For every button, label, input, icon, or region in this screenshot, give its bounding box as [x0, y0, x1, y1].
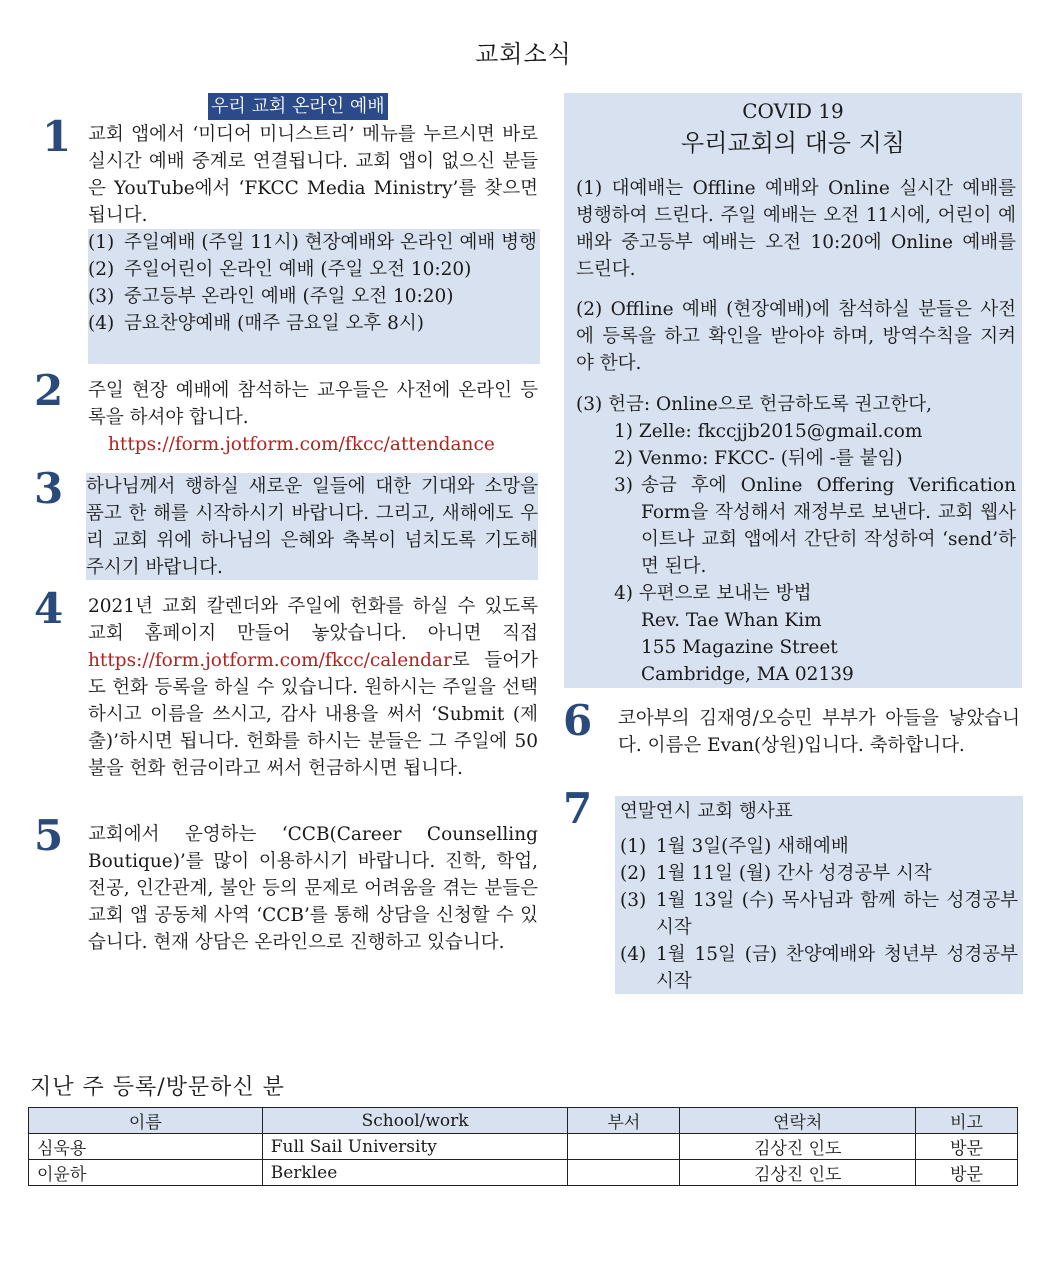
section-number-1: 1 — [42, 112, 72, 161]
section-number-7: 7 — [563, 784, 593, 833]
table-cell — [568, 1134, 680, 1160]
table-cell: 이윤하 — [29, 1160, 263, 1186]
section-7-heading: 연말연시 교회 행사표 — [620, 801, 793, 822]
column-header: 비고 — [916, 1108, 1018, 1134]
list-item-text: 1월 13일 (수) 목사님과 함께 하는 성경공부 시작 — [656, 890, 1018, 938]
covid-title: COVID 19 — [742, 99, 844, 123]
list-item-text: 1월 3일(주일) 새해예배 — [656, 836, 849, 857]
covid-paragraph-2: (2) Offline 예배 (현장예배)에 참석하실 분들은 사전에 등록을 하고 확인을 받아야 하며, 방역수칙을 지켜야 한다. — [576, 299, 1016, 374]
covid-venmo: 2) Venmo: FKCC- (뒤에 -를 붙임) — [614, 448, 903, 469]
address-line-2: 155 Magazine Street — [641, 637, 838, 658]
address-line-3: Cambridge, MA 02139 — [641, 664, 854, 685]
column-header: 이름 — [29, 1108, 263, 1134]
list-item-text: 주일어린이 온라인 예배 (주일 오전 10:20) — [124, 259, 472, 280]
column-header: 연락처 — [680, 1108, 916, 1134]
column-header: School/work — [262, 1108, 568, 1134]
covid-item-3-number: 3) — [614, 475, 633, 496]
list-item — [620, 833, 1018, 860]
section-1-body: 교회 앱에서 ‘미디어 미니스트리’ 메뉴를 누르시면 바로 실시간 예배 중계로 연결됩니다. 교회 앱이 없으신 분들은 YouTube에서 ‘FKCC Media Ministry’를 찾으면 됩니다. — [88, 124, 538, 226]
list-item-text: 중고등부 온라인 예배 (주일 오전 10:20) — [124, 286, 454, 307]
section-number-2: 2 — [34, 366, 64, 415]
table-cell: 방문 — [916, 1160, 1018, 1186]
table-row — [29, 1134, 1018, 1160]
section-number-6: 6 — [563, 696, 593, 745]
table-cell: 방문 — [916, 1134, 1018, 1160]
covid-zelle: 1) Zelle: fkccjjb2015@gmail.com — [614, 421, 923, 442]
list-item — [620, 941, 1018, 995]
list-item-number: (3) — [88, 286, 115, 307]
list-item — [620, 860, 1018, 887]
table-header-row — [29, 1108, 1018, 1134]
list-item-text: 금요찬양예배 (매주 금요일 오후 8시) — [124, 313, 424, 334]
page-title: 교회소식 — [475, 40, 572, 68]
covid-item-3-text: 송금 후에 Online Offering Verification Form을 작성해서 재정부로 보낸다. 교회 웹사이트나 교회 앱에서 간단히 작성하여 ‘send’하면 된다. — [641, 475, 1016, 577]
address-line-1: Rev. Tae Whan Kim — [641, 610, 822, 631]
column-header: 부서 — [568, 1108, 680, 1134]
list-item — [620, 887, 1018, 941]
section-number-5: 5 — [34, 811, 64, 860]
section-1-list — [88, 229, 540, 364]
covid-mail-method: 4) 우편으로 보내는 방법 — [614, 583, 812, 604]
table-row — [29, 1160, 1018, 1186]
list-item — [88, 283, 540, 310]
registration-title: 지난 주 등록/방문하신 분 — [30, 1075, 285, 1100]
section-4-text-after: 로 들어가도 헌화 등록을 하실 수 있습니다. 원하시는 주일을 선택하시고 이름을 쓰시고, 감사 내용을 써서 ‘Submit (제출)’하시면 됩니다. 헌화를 하시는 분들은 그 주일에 50불을 헌화 헌금이라고 써서 헌금하시면 됩니다. — [88, 650, 538, 779]
list-item — [88, 256, 540, 283]
table-cell — [568, 1160, 680, 1186]
table-cell: Berklee — [262, 1160, 568, 1186]
list-item-number: (4) — [88, 313, 115, 334]
section-1-heading: 우리 교회 온라인 예배 — [208, 93, 388, 120]
section-4-body — [88, 593, 538, 782]
list-item — [88, 310, 540, 337]
section-6-body: 코아부의 김재영/오승민 부부가 아들을 낳았습니다. 이름은 Evan(상원)입니다. 축하합니다. — [618, 708, 1020, 756]
list-item-text: 1월 15일 (금) 찬양예배와 청년부 성경공부 시작 — [656, 944, 1018, 992]
list-item-number: (2) — [88, 259, 115, 280]
section-3-body: 하나님께서 행하실 새로운 일들에 대한 기대와 소망을 품고 한 해를 시작하시기 바랍니다. 그리고, 새해에도 우리 교회 위에 하나님의 은혜와 축복이 넘치도록 기도해 주시기 바랍니다. — [86, 473, 538, 580]
calendar-link[interactable]: https://form.jotform.com/fkcc/calendar — [88, 650, 452, 671]
list-item-number: (1) — [88, 232, 115, 253]
section-number-3: 3 — [34, 464, 64, 513]
section-5-body: 교회에서 운영하는 ‘CCB(Career Counselling Boutique)’를 많이 이용하시기 바랍니다. 진학, 학업, 전공, 인간관계, 불안 등의 문제로 어려움을 겪는 분들은 교회 앱 공동체 사역 ‘CCB’를 통해 상담을 신청할 수 있습니다. 현재 상담은 온라인으로 진행하고 있습니다. — [88, 824, 538, 953]
list-item-number: (3) — [620, 890, 647, 911]
covid-subtitle: 우리교회의 대응 지침 — [681, 129, 905, 157]
section-4-text-before: 2021년 교회 칼렌더와 주일에 헌화를 하실 수 있도록 교회 홈페이지 만들어 놓았습니다. 아니면 직접 — [88, 596, 538, 644]
table-cell: 김상진 인도 — [680, 1160, 916, 1186]
section-7-list — [620, 833, 1018, 995]
list-item-number: (4) — [620, 944, 647, 965]
table-cell: 김상진 인도 — [680, 1134, 916, 1160]
covid-paragraph-1: (1) 대예배는 Offline 예배와 Online 실시간 예배를 병행하여 드린다. 주일 예배는 오전 11시에, 어린이 예배와 중고등부 예배는 오전 10:20에 Online 예배를 드린다. — [576, 178, 1016, 280]
covid-paragraph-3: (3) 헌금: Online으로 헌금하도록 권고한다, — [576, 394, 932, 415]
list-item-text: 1월 11일 (월) 간사 성경공부 시작 — [656, 863, 932, 884]
attendance-link[interactable]: https://form.jotform.com/fkcc/attendance — [108, 434, 495, 455]
list-item-number: (1) — [620, 836, 647, 857]
section-2-body: 주일 현장 예배에 참석하는 교우들은 사전에 온라인 등록을 하셔야 합니다. — [88, 380, 538, 428]
list-item-number: (2) — [620, 863, 647, 884]
section-number-4: 4 — [34, 584, 64, 633]
table-cell: 심욱용 — [29, 1134, 263, 1160]
table-cell: Full Sail University — [262, 1134, 568, 1160]
list-item-text: 주일예배 (주일 11시) 현장예배와 온라인 예배 병행 — [124, 232, 537, 253]
list-item — [88, 229, 540, 256]
registration-table — [28, 1107, 1018, 1186]
